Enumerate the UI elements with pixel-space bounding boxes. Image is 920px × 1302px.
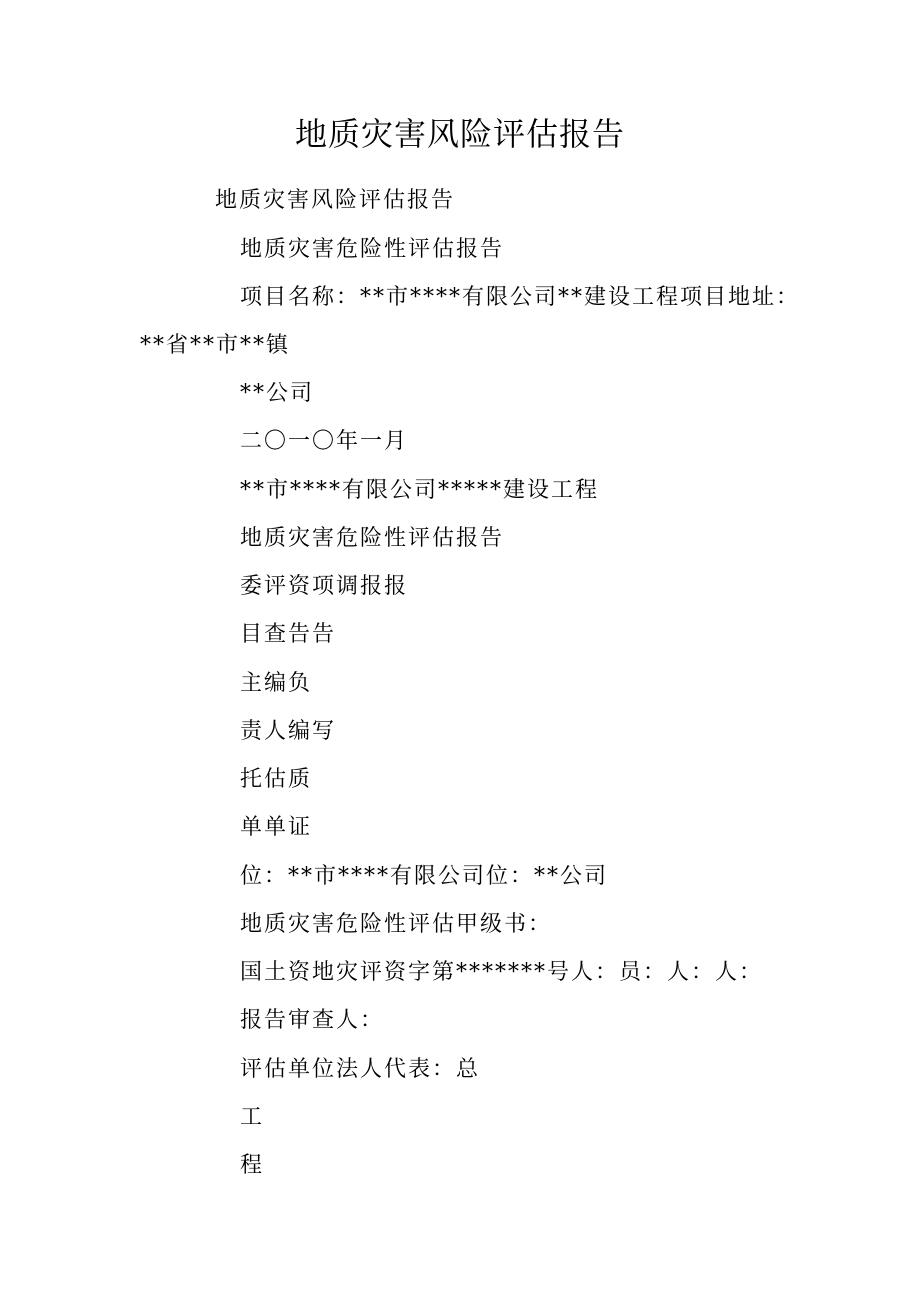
body-line: 目查告告 [240, 622, 337, 647]
body-line: 主编负 [240, 671, 313, 696]
body-line: 工 [240, 1105, 265, 1130]
report-title-line: 地质灾害危险性评估报告 [240, 526, 505, 551]
report-type-line: 地质灾害危险性评估报告 [240, 237, 505, 262]
body-line: 委评资项调报报 [240, 574, 409, 599]
subtitle-line: 地质灾害风险评估报告 [215, 188, 456, 213]
body-line: 单单证 [240, 815, 313, 840]
body-line: 国土资地灾评资字第*******号人：员：人：人： [240, 960, 764, 985]
project-title-line: **市****有限公司*****建设工程 [240, 478, 600, 503]
body-line: 位：**市****有限公司位：**公司 [240, 864, 609, 889]
date-line: 二〇一〇年一月 [240, 429, 409, 454]
body-line: 托估质 [240, 767, 313, 792]
company-line: **公司 [240, 381, 315, 406]
body-line: 责人编写 [240, 719, 337, 744]
project-name-line: 项目名称：**市****有限公司**建设工程项目地址： [240, 285, 801, 310]
project-address-line: **省**市**镇 [140, 333, 291, 358]
document-title: 地质灾害风险评估报告 [294, 115, 625, 153]
body-line: 评估单位法人代表：总 [240, 1057, 481, 1082]
body-line: 程 [240, 1153, 265, 1178]
body-line: 报告审查人： [240, 1008, 385, 1033]
body-line: 地质灾害危险性评估甲级书： [240, 912, 553, 937]
